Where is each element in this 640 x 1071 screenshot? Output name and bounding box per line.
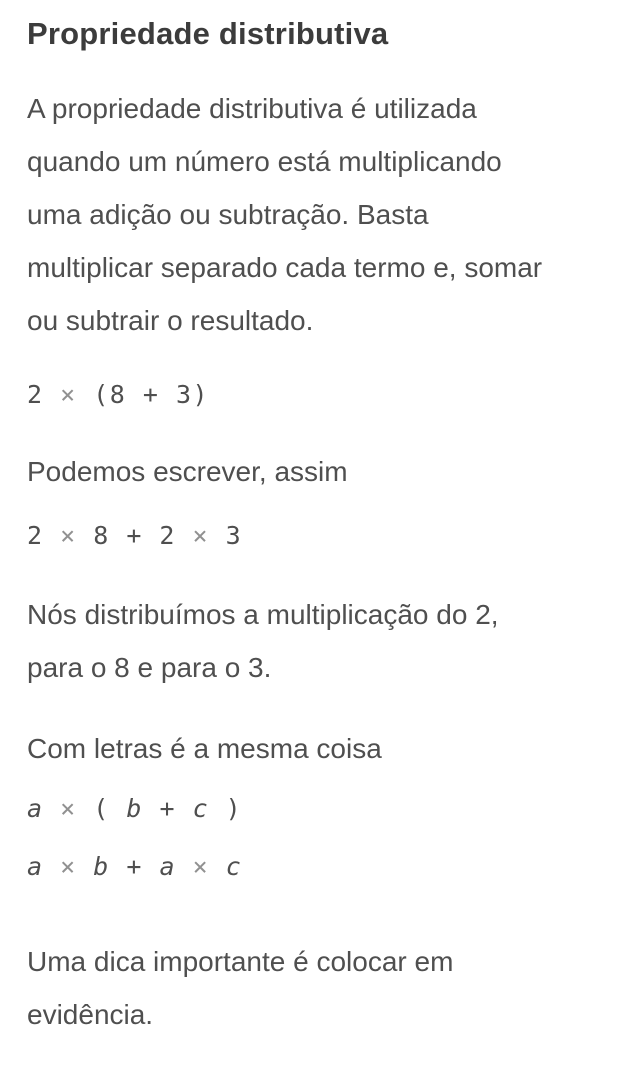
multiplication-operator: ×	[60, 521, 94, 550]
multiplication-operator: ×	[192, 521, 226, 550]
text-line: para o 8 e para o 3.	[27, 652, 272, 683]
text-line: ou subtrair o resultado.	[27, 305, 314, 336]
paragraph-distribuimos	[27, 588, 613, 694]
math-expression-literal-expanded	[27, 851, 613, 883]
math-token: 3	[225, 521, 243, 550]
math-token: 8 + 2	[93, 521, 193, 550]
math-expression-numeric-factored	[27, 379, 613, 411]
math-token	[44, 794, 61, 823]
math-token: a	[27, 852, 44, 881]
text-line: Uma dica importante é colocar em	[27, 946, 454, 977]
text-line: A propriedade distributiva é utilizada	[27, 93, 477, 124]
math-token: a	[159, 852, 177, 881]
article-title: Propriedade distributiva	[27, 16, 389, 51]
paragraph-com-letras	[27, 722, 613, 775]
math-expression-numeric-expanded	[27, 520, 613, 552]
math-token: 2	[27, 380, 61, 409]
text-line: quando um número está multiplicando	[27, 146, 502, 177]
text-line: Podemos escrever, assim	[27, 456, 348, 487]
math-token: 2	[27, 521, 61, 550]
math-token	[176, 852, 193, 881]
multiplication-operator: ×	[60, 794, 94, 823]
math-token: +	[109, 852, 160, 881]
math-token: a	[27, 794, 44, 823]
math-token	[44, 852, 61, 881]
text-line: Com letras é a mesma coisa	[27, 733, 382, 764]
math-token: b	[126, 794, 143, 823]
text-line: uma adição ou subtração. Basta	[27, 199, 429, 230]
math-token: +	[142, 794, 193, 823]
math-expression-literal-factored	[27, 793, 613, 825]
math-token: c	[225, 852, 243, 881]
text-line: evidência.	[27, 999, 154, 1030]
math-token: (	[93, 794, 127, 823]
paragraph-podemos-escrever	[27, 445, 613, 498]
intro-paragraph	[27, 82, 613, 347]
text-line: Nós distribuímos a multiplicação do 2,	[27, 599, 499, 630]
paragraph-dica	[27, 935, 613, 1041]
math-token: c	[192, 794, 210, 823]
math-token: b	[93, 852, 110, 881]
text-line: multiplicar separado cada termo e, somar	[27, 252, 543, 283]
math-token: (8 + 3)	[93, 380, 210, 409]
math-token: )	[209, 794, 243, 823]
multiplication-operator: ×	[60, 380, 94, 409]
multiplication-operator: ×	[60, 852, 94, 881]
multiplication-operator: ×	[192, 852, 226, 881]
